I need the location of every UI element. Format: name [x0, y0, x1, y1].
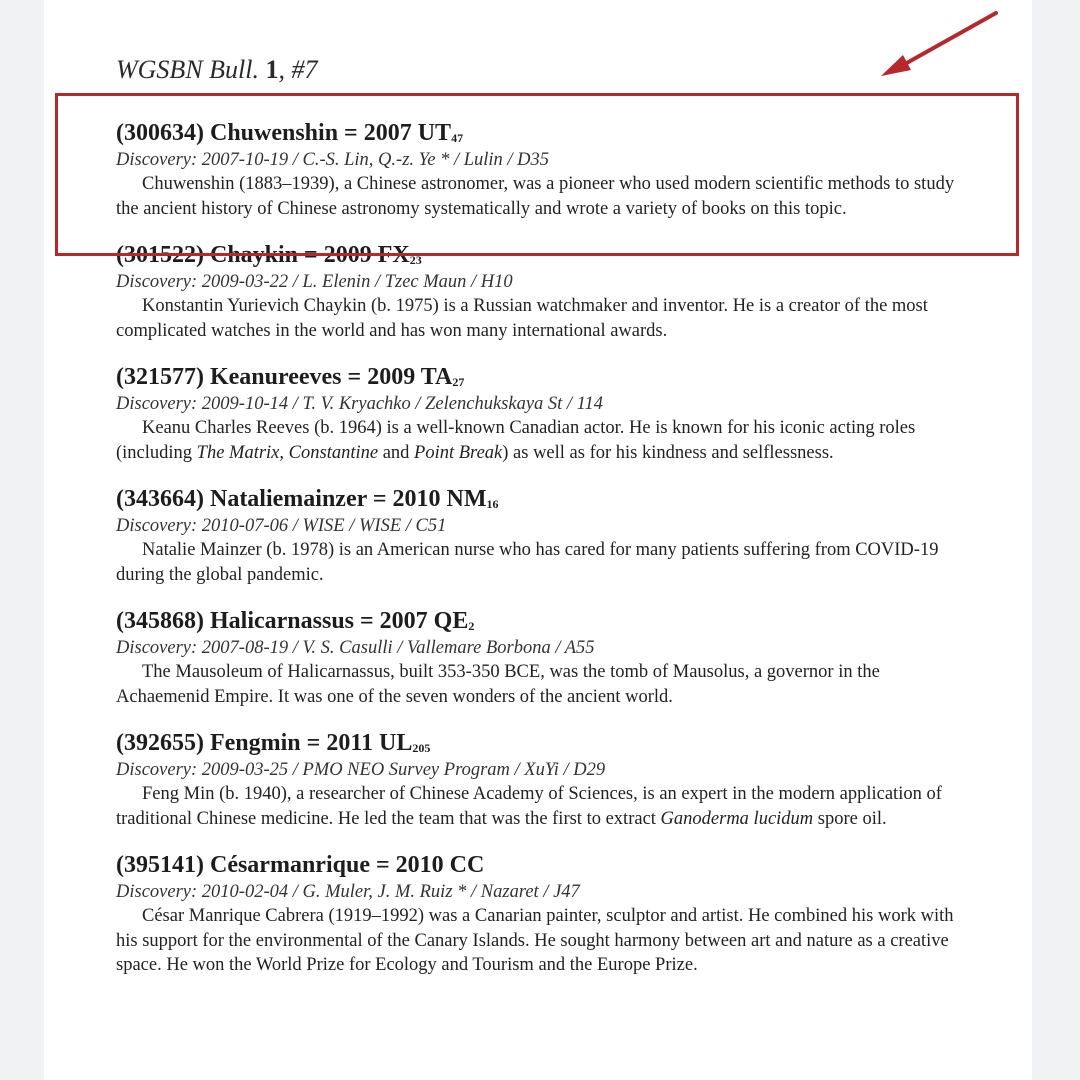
entry-title: (392655) Fengmin = 2011 $UL_{205}$ [116, 730, 431, 756]
discovery-line: Discovery: 2010-07-06 / WISE / WISE / C51 [116, 516, 447, 536]
designation-subscript: 205 [412, 741, 431, 755]
entry-description: César Manrique Cabrera (1919–1992) was a Canarian painter, sculptor and artist. He combined his work with his support for the environmental of the Canary Islands. He sought harmony between art and nature as a creative space. He won the World Prize for Ecology and Tourism and the Europe Prize. [116, 906, 954, 975]
page-header: WGSBN Bull. 1, #7 [116, 55, 318, 84]
discovery-line: Discovery: 2010-02-04 / G. Muler, J. M. Ruiz * / Nazaret / J47 [116, 882, 580, 902]
entry-title: (345868) Halicarnassus = 2007 $QE_2$ [116, 608, 475, 634]
name-entry [116, 850, 966, 978]
entry-title: (395141) Césarmanrique = 2010 CC [116, 852, 485, 878]
entry-description: Feng Min (b. 1940), a researcher of Chinese Academy of Sciences, is an expert in the modern application of traditional Chinese medicine. He led the team that was the first to extract Ganoderma lucidum spore oil. [116, 784, 942, 829]
discovery-line: Discovery: 2007-10-19 / C.-S. Lin, Q.-z. Ye * / Lulin / D35 [116, 150, 550, 170]
entry-description: Keanu Charles Reeves (b. 1964) is a well-known Canadian actor. He is known for his iconic acting roles (including The Matrix, Constantine and Point Break) as well as for his kindness and selflessness. [116, 418, 916, 463]
entry-title: (301522) Chaykin = 2009 $FX_{23}$ [116, 242, 422, 268]
entry-title: (300634) Chuwenshin = 2007 $UT_{47}$ [116, 120, 464, 146]
designation-subscript: 47 [451, 131, 464, 145]
designation-subscript: 27 [452, 375, 465, 389]
entry-description: Natalie Mainzer (b. 1978) is an American nurse who has cared for many patients suffering from COVID-19 during the global pandemic. [116, 540, 939, 585]
volume-number: 1 [265, 55, 279, 84]
name-entry [116, 728, 966, 831]
entry-description: Chuwenshin (1883–1939), a Chinese astronomer, was a pioneer who used modern scientific methods to study the ancient history of Chinese astronomy systematically and wrote a variety of books on this topic. [116, 174, 955, 219]
discovery-line: Discovery: 2007-08-19 / V. S. Casulli / Vallemare Borbona / A55 [116, 638, 595, 658]
entry-description: The Mausoleum of Halicarnassus, built 353-350 BCE, was the tomb of Mausolus, a governor in the Achaemenid Empire. It was one of the seven wonders of the ancient world. [116, 662, 880, 707]
entry-title: (321577) Keanureeves = 2009 $TA_{27}$ [116, 364, 465, 390]
name-entry [116, 606, 966, 709]
designation-subscript: 23 [409, 253, 422, 267]
name-entry [116, 362, 966, 465]
discovery-line: Discovery: 2009-10-14 / T. V. Kryachko / Zelenchukskaya St / 114 [116, 394, 604, 414]
arrow-icon [0, 0, 1080, 120]
name-entry [116, 484, 966, 587]
discovery-line: Discovery: 2009-03-25 / PMO NEO Survey Program / XuYi / D29 [116, 760, 606, 780]
entry-description: Konstantin Yurievich Chaykin (b. 1975) is a Russian watchmaker and inventor. He is a creator of the most complicated watches in the world and has won many international awards. [116, 296, 928, 341]
designation-subscript: 2 [468, 619, 475, 633]
designation-subscript: 16 [486, 497, 499, 511]
entry-title: (343664) Nataliemainzer = 2010 $NM_{16}$ [116, 486, 499, 512]
discovery-line: Discovery: 2009-03-22 / L. Elenin / Tzec Maun / H10 [116, 272, 513, 292]
